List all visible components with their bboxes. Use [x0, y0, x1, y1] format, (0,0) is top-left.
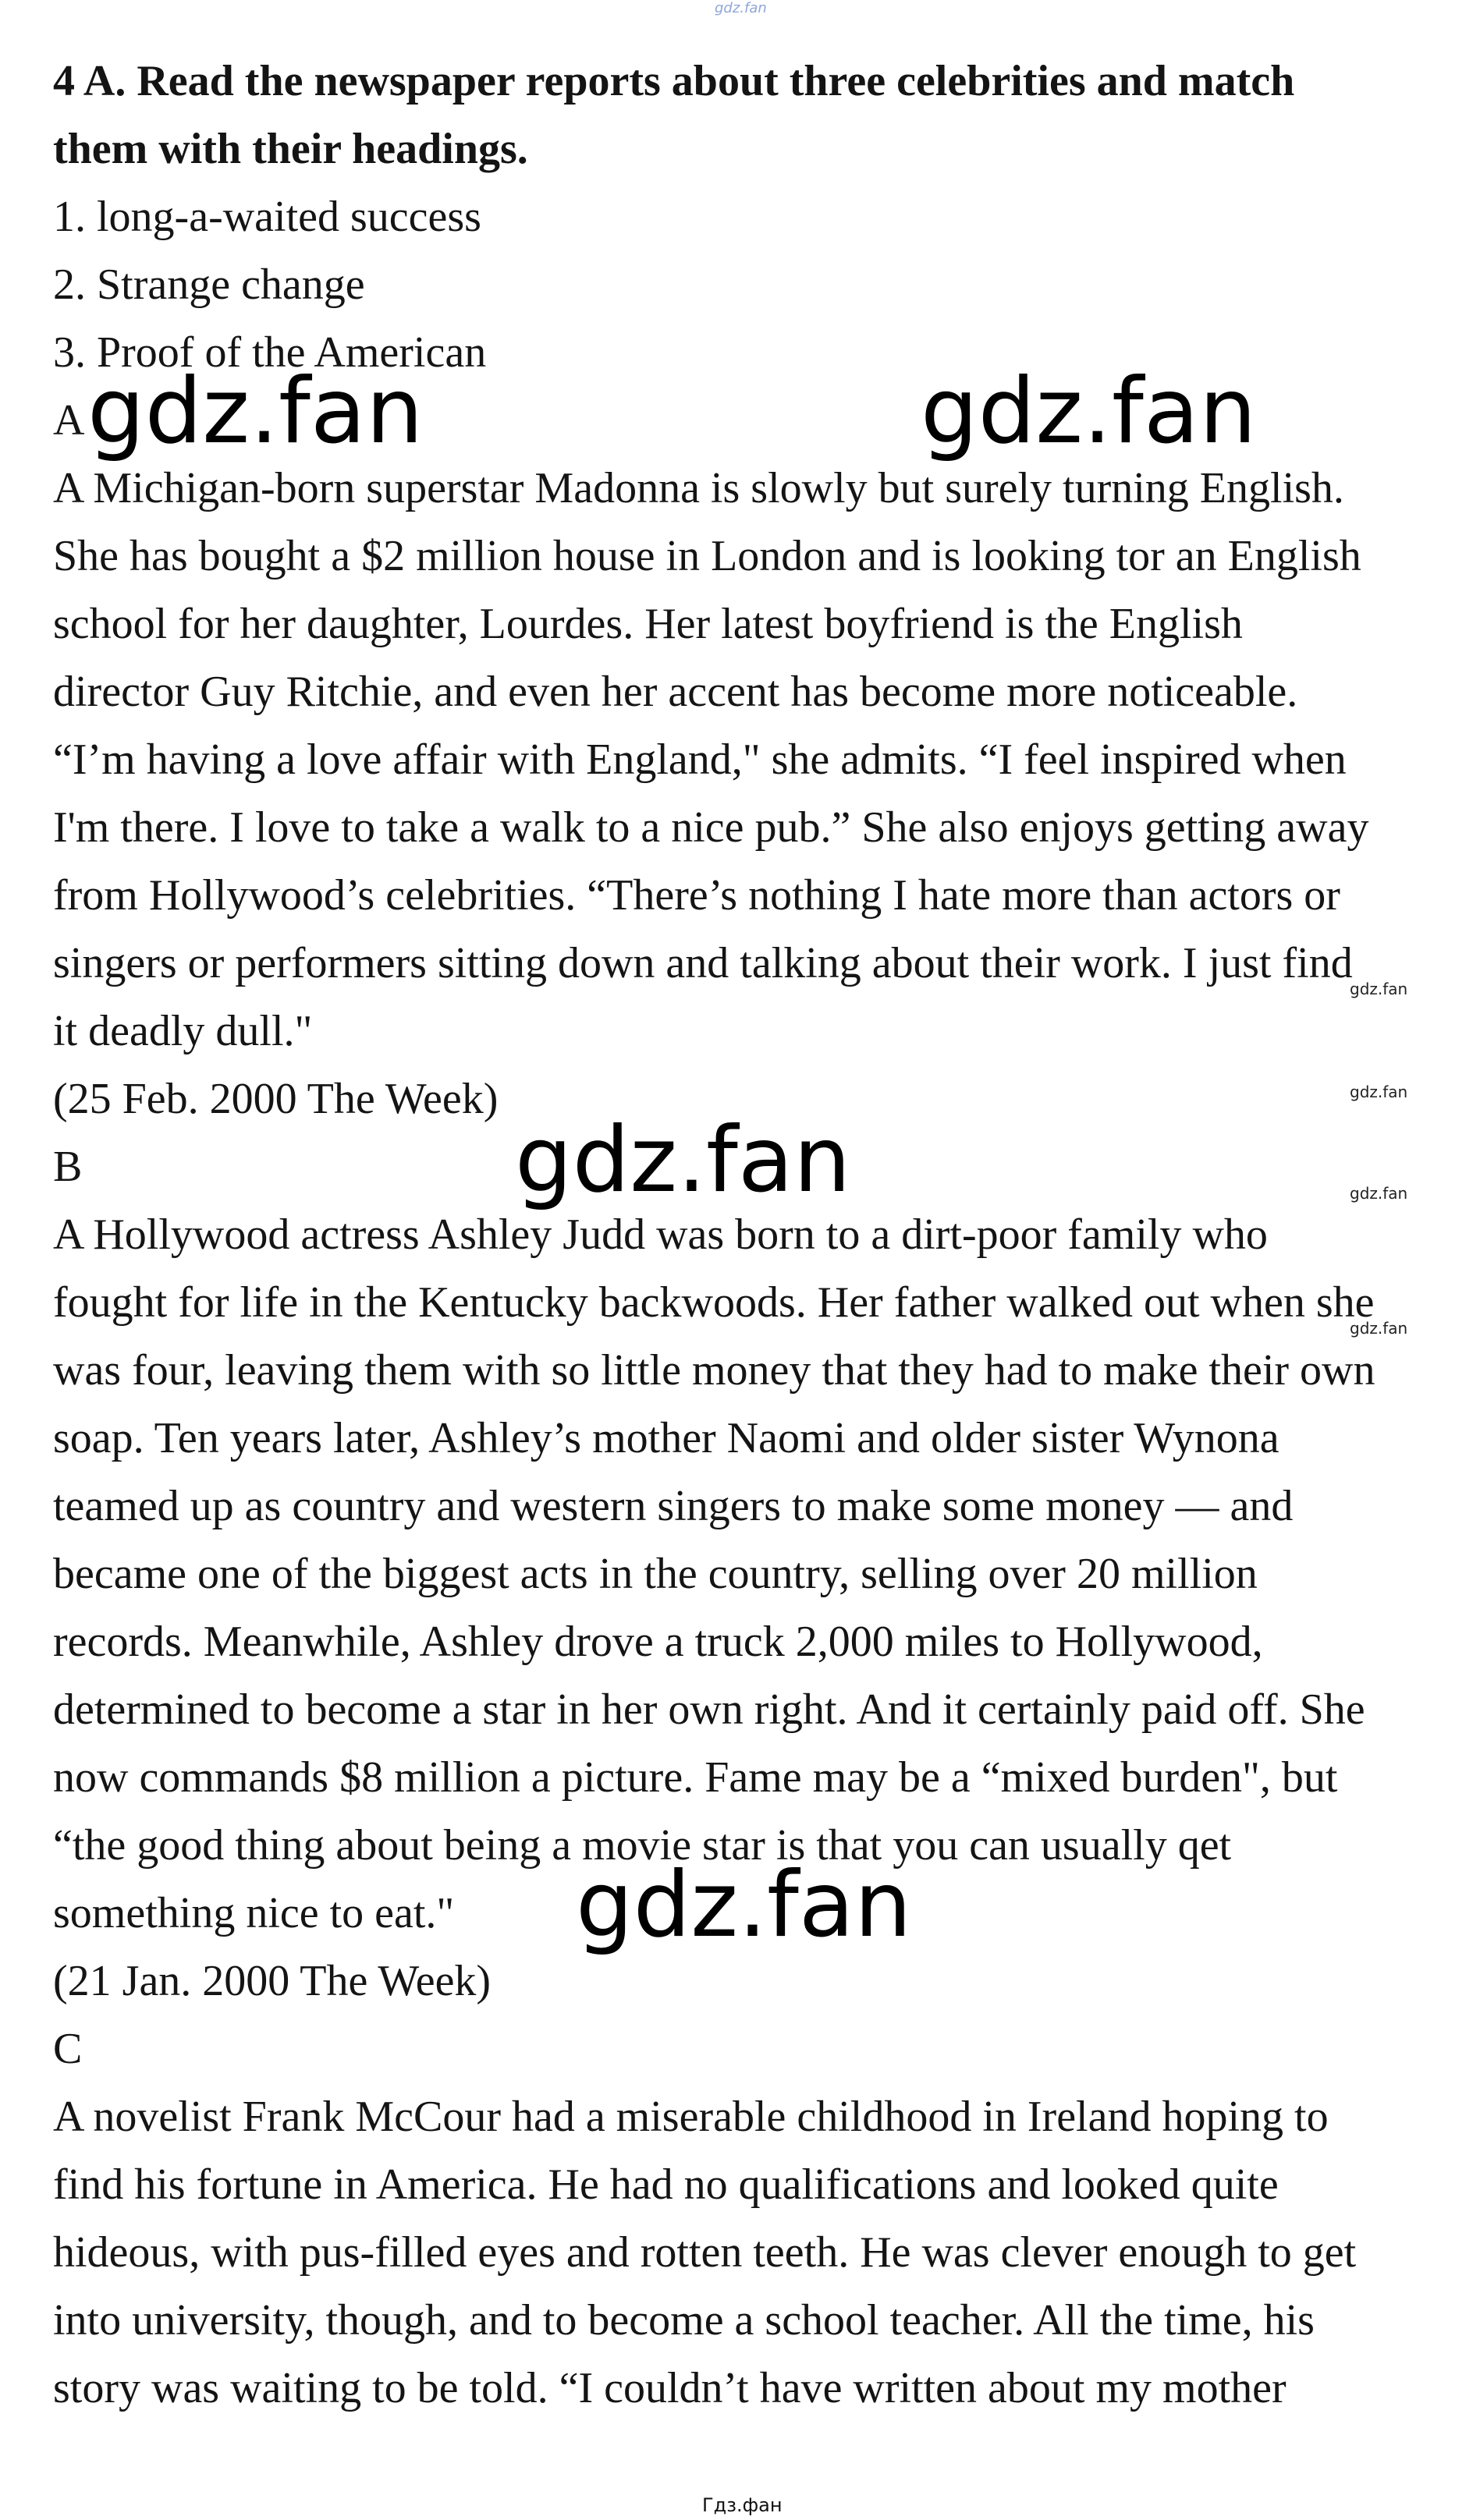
section-c-line: find his fortune in America. He had no qualifications and looked quite — [53, 2160, 1279, 2209]
watermark: gdz.fan — [87, 359, 424, 464]
section-b-source: (21 Jan. 2000 The Week) — [53, 1957, 492, 2005]
section-b-line: now commands $8 million a picture. Fame may be a “mixed burden", but — [53, 1753, 1338, 1802]
section-b-line: teamed up as country and western singers to make some money — and — [53, 1482, 1294, 1530]
section-c-line: into university, though, and to become a school teacher. All the time, his — [53, 2296, 1315, 2345]
small-watermark: gdz.fan — [1350, 1319, 1408, 1338]
section-b-line: determined to become a star in her own right. And it certainly paid off. She — [53, 1685, 1365, 1734]
section-b-line: became one of the biggest acts in the country, selling over 20 million — [53, 1550, 1258, 1598]
section-c-letter: C — [53, 2025, 83, 2073]
section-a-line: I'm there. I love to take a walk to a nice pub.” She also enjoys getting away — [53, 803, 1369, 852]
section-a-line: it deadly dull." — [53, 1007, 313, 1055]
task-title-line-2: them with their headings. — [53, 125, 528, 173]
task-title-line-1: 4 A. Read the newspaper reports about three celebrities and match — [53, 57, 1295, 105]
section-a-line: A Michigan-born superstar Madonna is slowly but surely turning English. — [53, 464, 1344, 512]
section-b-letter: B — [53, 1143, 83, 1191]
section-b-line: records. Meanwhile, Ashley drove a truck 2,000 miles to Hollywood, — [53, 1618, 1263, 1666]
section-c-line: story was waiting to be told. “I couldn’t have written about my mother — [53, 2364, 1287, 2412]
section-b-line: something nice to eat." — [53, 1889, 455, 1937]
footer-watermark: Гдз.фан — [702, 2494, 783, 2516]
small-watermark: gdz.fan — [1350, 1184, 1408, 1203]
heading-option-2: 2. Strange change — [53, 261, 365, 309]
watermark: gdz.fan — [515, 1108, 851, 1213]
section-a-line: director Guy Ritchie, and even her accent has become more noticeable. — [53, 668, 1298, 716]
watermark: gdz.fan — [921, 359, 1257, 464]
section-b-line: was four, leaving them with so little money that they had to make their own — [53, 1346, 1375, 1395]
header-watermark: gdz.fan — [715, 0, 767, 16]
heading-option-1: 1. long-a-waited success — [53, 193, 481, 241]
section-b-line: A Hollywood actress Ashley Judd was born to a dirt-poor family who — [53, 1210, 1268, 1259]
section-a-line: She has bought a $2 million house in London and is looking tor an English — [53, 532, 1361, 580]
heading-option-3: 3. Proof of the American — [53, 328, 487, 377]
section-a-line: school for her daughter, Lourdes. Her latest boyfriend is the English — [53, 600, 1243, 648]
section-c-line: A novelist Frank McCour had a miserable childhood in Ireland hoping to — [53, 2093, 1329, 2141]
section-c-line: hideous, with pus-filled eyes and rotten teeth. He was clever enough to get — [53, 2228, 1357, 2277]
section-a-line: from Hollywood’s celebrities. “There’s nothing I hate more than actors or — [53, 871, 1340, 920]
section-b-line: soap. Ten years later, Ashley’s mother Naomi and older sister Wynona — [53, 1414, 1279, 1462]
section-a-letter: A — [53, 396, 85, 445]
section-a-source: (25 Feb. 2000 The Week) — [53, 1075, 499, 1123]
small-watermark: gdz.fan — [1350, 980, 1408, 998]
section-b-line: “the good thing about being a movie star is that you can usually qet — [53, 1821, 1232, 1870]
section-a-line: singers or performers sitting down and talking about their work. I just find — [53, 939, 1353, 987]
section-b-line: fought for life in the Kentucky backwoods. Her father walked out when she — [53, 1278, 1375, 1327]
small-watermark: gdz.fan — [1350, 1083, 1408, 1101]
section-a-line: “I’m having a love affair with England," she admits. “I feel inspired when — [53, 735, 1347, 784]
watermark: gdz.fan — [576, 1852, 912, 1958]
